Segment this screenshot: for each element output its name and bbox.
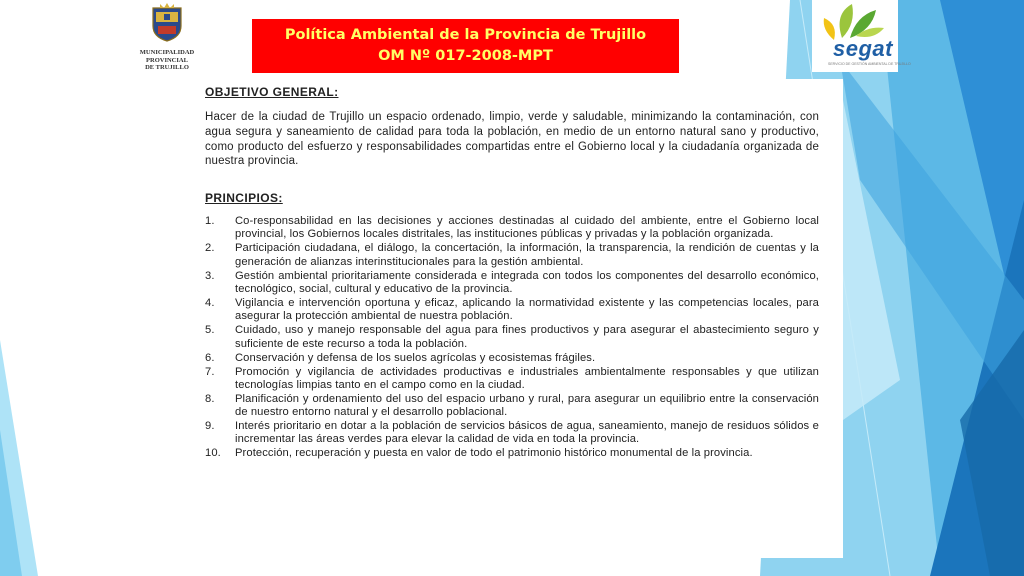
slide-title [252,19,679,73]
principle-number: 10. [205,447,221,460]
principle-number: 9. [205,420,215,433]
objective-heading: OBJETIVO GENERAL: [205,85,339,99]
principle-number: 2. [205,242,215,255]
principle-item [205,420,819,447]
segat-tagline: SERVICIO DE GESTIÓN AMBIENTAL DE TRUJILLO [828,62,911,66]
segat-logo [812,0,911,72]
principle-text: Planificación y ordenamiento del uso del espacio urbano y rural, para asegurar un equilibrio entre la conservación de nuestro entorno natural y el desarrollo poblacional. [235,392,819,419]
municipality-caption-line1: MUNICIPALIDAD [139,49,195,56]
principle-text: Participación ciudadana, el diálogo, la concertación, la información, la transparencia, la rendición de cuentas y la generación de alianzas interinstitucionales para la gestión ambiental. [235,242,819,268]
principle-item [205,393,819,420]
principle-item [205,270,819,297]
principles-list [205,215,819,461]
municipality-caption-line2: PROVINCIAL [146,56,188,64]
municipality-caption-line3: DE TRUJILLO [145,64,189,71]
coat-of-arms-icon [150,2,184,42]
principle-number: 8. [205,392,215,405]
principle-number: 1. [205,215,215,228]
principle-item [205,215,819,242]
principle-text: Vigilancia e intervención oportuna y eficaz, aplicando la normatividad existente y las competencias locales, para asegurar la protección ambiental de nuestra población. [235,297,819,323]
principle-item [205,324,819,351]
segat-wordmark: segat [833,36,893,61]
principle-item [205,242,819,269]
principle-number: 5. [205,324,215,337]
title-line-1: Política Ambiental de la Provincia de Trujillo [284,27,647,43]
principle-text: Co-responsabilidad en las decisiones y acciones destinadas al cuidado del ambiente, entre el Gobierno local provincial, los Gobiernos locales distritales, las instituciones públicas y privadas y la población organizada. [235,215,819,241]
principle-number: 3. [205,269,215,282]
principle-text: Cuidado, uso y manejo responsable del agua para fines productivos y para asegurar el abastecimiento seguro y suficiente de este recurso a toda la población. [235,324,819,350]
principle-text: Conservación y defensa de los suelos agrícolas y ecosistemas frágiles. [235,351,596,364]
principle-text: Promoción y vigilancia de actividades productivas e industriales ambientalmente responsables y que utilizan tecnologías limpias tanto en el campo como en la ciudad. [235,365,819,391]
principle-text: Gestión ambiental prioritariamente considerada e integrada con todos los componentes del desarrollo económico, tecnológico, social, cultural y educativo de la provincia. [235,269,819,296]
municipality-logo [132,2,202,72]
title-line-2: OM Nº 017-2008-MPT [378,48,553,64]
principle-text: Interés prioritario en dotar a la población de servicios básicos de agua, saneamiento, manejo de residuos sólidos e incrementar las áreas verdes para elevar la calidad de vida en toda la provincia. [235,420,819,446]
principle-item [205,366,819,393]
principle-item [205,447,819,460]
principle-number: 4. [205,297,215,310]
principles-heading: PRINCIPIOS: [205,191,283,206]
principle-number: 7. [205,365,215,378]
objective-text: Hacer de la ciudad de Trujillo un espacio ordenado, limpio, verde y saludable, minimizando la contaminación, con agua segura y saneamiento de calidad para toda la población, en medio de un entorno natural sano y productivo, como producto del esfuerzo y responsabilidades compartidas entre el Gobierno local y la ciudadanía organizada de nuestra provincia. [205,111,819,168]
municipality-caption [132,49,202,72]
principle-item [205,352,819,365]
principle-item [205,297,819,324]
policy-document [183,79,843,558]
principle-text: Protección, recuperación y puesta en valor de todo el patrimonio histórico monumental de la provincia. [235,447,753,460]
principle-number: 6. [205,351,215,364]
